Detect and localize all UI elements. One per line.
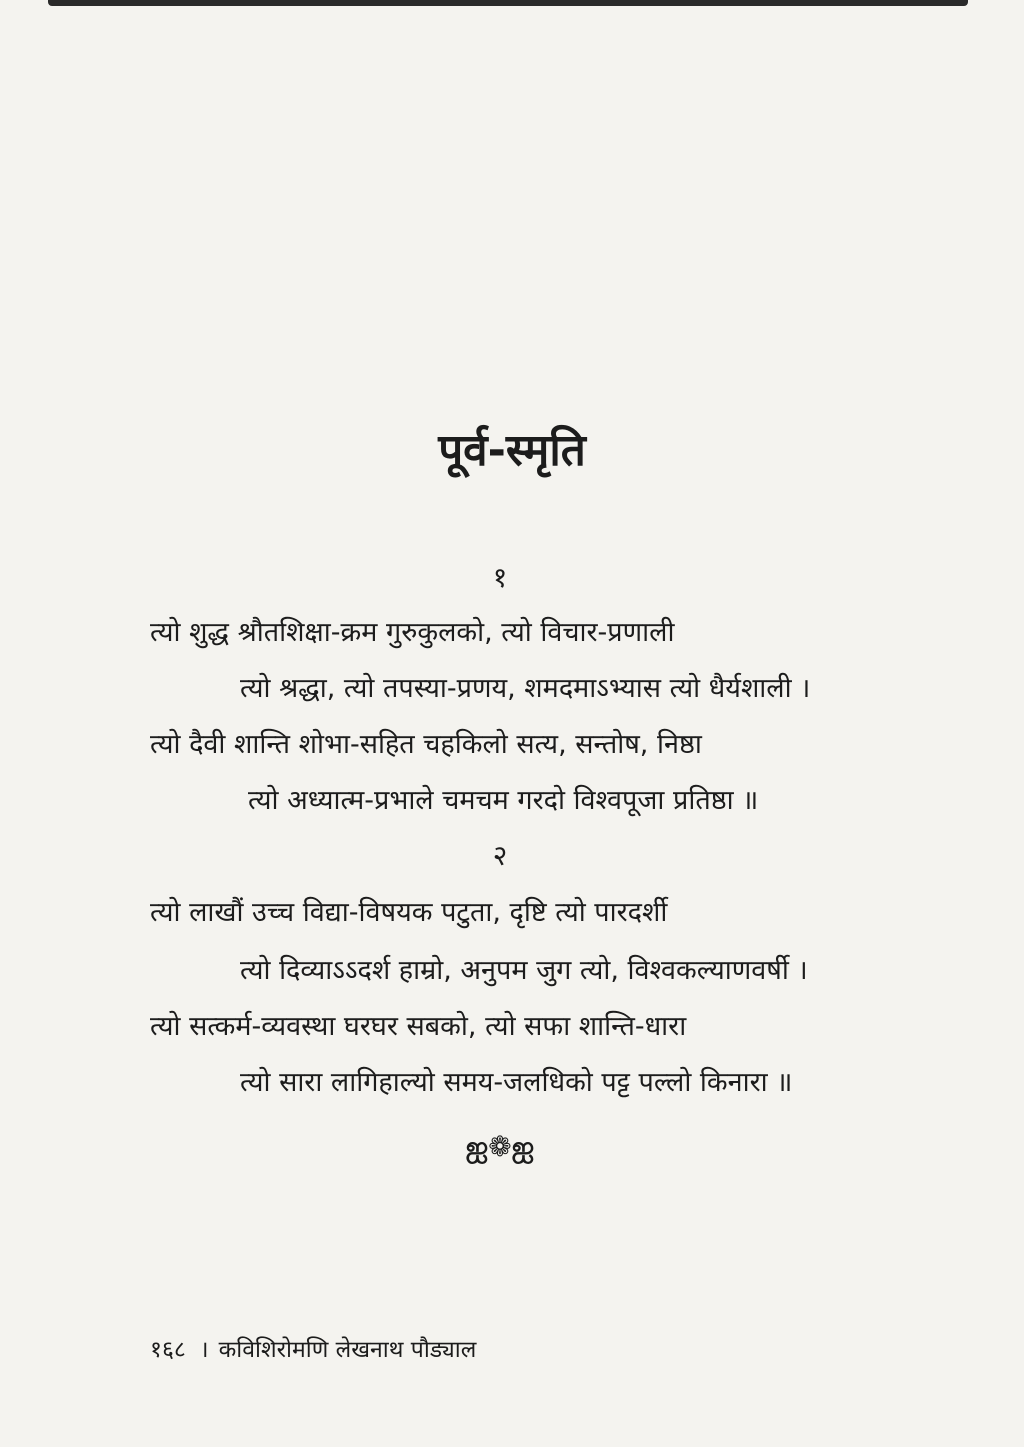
stanza-number: २ <box>492 839 508 872</box>
page-title: पूर्व-स्मृति <box>438 425 586 476</box>
footer-separator: । <box>199 1337 209 1363</box>
verse-line: त्यो श्रद्धा, त्यो तपस्या-प्रणय, शमदमाऽभ्यास त्यो धैर्यशाली । <box>240 673 811 704</box>
page-footer <box>150 1332 476 1364</box>
stanza-number: १ <box>492 561 508 594</box>
ornament-divider: ஐ❁ஐ <box>465 1130 535 1163</box>
verse-line: त्यो दिव्याऽऽदर्श हाम्रो, अनुपम जुग त्यो, विश्वकल्याणवर्षी । <box>240 955 808 986</box>
page-top-edge <box>48 0 968 6</box>
verse-line: त्यो दैवी शान्ति शोभा-सहित चहकिलो सत्य, सन्तोष, निष्ठा <box>150 729 702 760</box>
verse-line: त्यो सत्कर्म-व्यवस्था घरघर सबको, त्यो सफा शान्ति-धारा <box>150 1011 687 1042</box>
verse-line: त्यो शुद्ध श्रौतशिक्षा-क्रम गुरुकुलको, त्यो विचार-प्रणाली <box>150 617 675 648</box>
book-title: कविशिरोमणि लेखनाथ पौड्याल <box>218 1337 477 1363</box>
verse-line: त्यो अध्यात्म-प्रभाले चमचम गरदो विश्वपूजा प्रतिष्ठा ॥ <box>248 785 759 816</box>
verse-line: त्यो लाखौं उच्च विद्या-विषयक पटुता, दृष्टि त्यो पारदर्शी <box>150 897 668 928</box>
page-number: १६८ <box>150 1337 186 1363</box>
verse-line: त्यो सारा लागिहाल्यो समय-जलधिको पट्ट पल्लो किनारा ॥ <box>240 1067 793 1098</box>
